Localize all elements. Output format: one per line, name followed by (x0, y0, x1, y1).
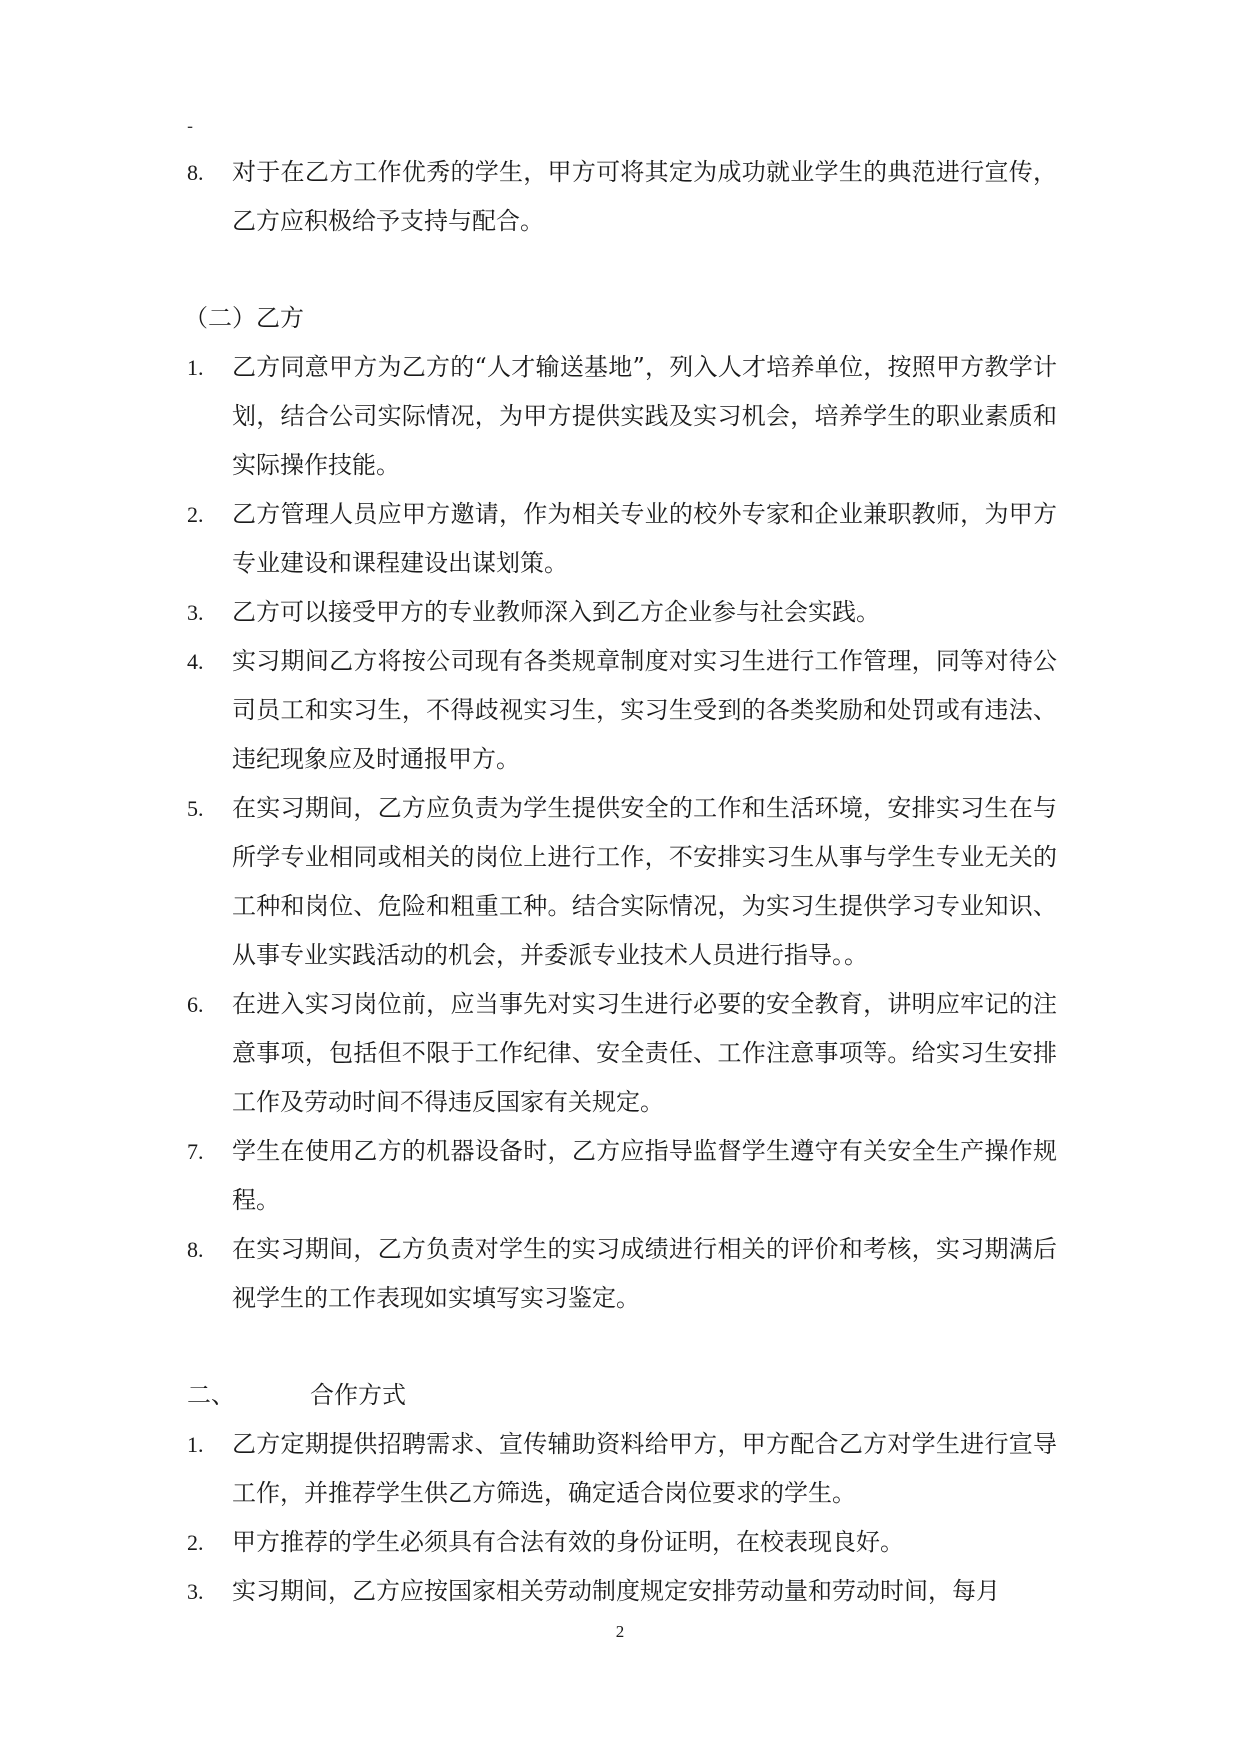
item-text: 乙方定期提供招聘需求、宣传辅助资料给甲方，甲方配合乙方对学生进行宣导工作，并推荐学生供乙方筛选，确定适合岗位要求的学生。 (232, 1430, 1057, 1507)
item-text: 在实习期间，乙方应负责为学生提供安全的工作和生活环境，安排实习生在与所学专业相同或相关的岗位上进行工作，不安排实习生从事与学生专业无关的工种和岗位、危险和粗重工种。结合实际情况，为实习生提供学习专业知识、从事专业实践活动的机会，并委派专业技术人员进行指导。。 (232, 794, 1057, 969)
list-item (187, 980, 1057, 1127)
item-number: 5. (187, 796, 204, 821)
item-number: 4. (187, 649, 204, 674)
item-number: 8. (187, 160, 204, 185)
item-number: 2. (187, 1530, 204, 1555)
item-text: 对于在乙方工作优秀的学生，甲方可将其定为成功就业学生的典范进行宣传，乙方应积极给予支持与配合。 (232, 158, 1057, 235)
list-item (187, 148, 1057, 246)
item-text: 在实习期间，乙方负责对学生的实习成绩进行相关的评价和考核，实习期满后视学生的工作表现如实填写实习鉴定。 (232, 1235, 1057, 1312)
list-item (187, 1567, 1057, 1616)
list-item (187, 343, 1057, 490)
item-text: 甲方推荐的学生必须具有合法有效的身份证明，在校表现良好。 (232, 1528, 904, 1556)
item-text: 乙方管理人员应甲方邀请，作为相关专业的校外专家和企业兼职教师，为甲方专业建设和课程建设出谋划策。 (232, 500, 1057, 577)
party-b-list (187, 343, 1057, 1323)
item-text: 乙方同意甲方为乙方的“人才输送基地”，列入人才培养单位，按照甲方教学计划，结合公司实际情况，为甲方提供实践及实习机会，培养学生的职业素质和实际操作技能。 (232, 353, 1057, 479)
item-number: 1. (187, 1432, 204, 1457)
item-number: 8. (187, 1237, 204, 1262)
item-number: 6. (187, 992, 204, 1017)
section-title: 合作方式 (310, 1381, 406, 1409)
item-text: 学生在使用乙方的机器设备时，乙方应指导监督学生遵守有关安全生产操作规程。 (232, 1137, 1057, 1214)
document-body (184, 148, 1057, 1616)
section-number: 二、 (187, 1381, 235, 1409)
item-number: 7. (187, 1139, 204, 1164)
item-text: 实习期间乙方将按公司现有各类规章制度对实习生进行工作管理，同等对待公司员工和实习生，不得歧视实习生，实习生受到的各类奖励和处罚或有违法、违纪现象应及时通报甲方。 (232, 647, 1057, 773)
header-mark: - (187, 116, 194, 137)
item-text: 在进入实习岗位前，应当事先对实习生进行必要的安全教育，讲明应牢记的注意事项，包括但不限于工作纪律、安全责任、工作注意事项等。给实习生安排工作及劳动时间不得违反国家有关规定。 (232, 990, 1057, 1116)
item-number: 3. (187, 1579, 204, 1604)
list-item (187, 1420, 1057, 1518)
item-text: 乙方可以接受甲方的专业教师深入到乙方企业参与社会实践。 (232, 598, 880, 626)
list-item (187, 588, 1057, 637)
item-number: 1. (187, 355, 204, 380)
list-item (187, 1127, 1057, 1225)
item-text: 实习期间，乙方应按国家相关劳动制度规定安排劳动量和劳动时间，每月 (232, 1577, 1000, 1605)
list-item (187, 784, 1057, 980)
section-heading-cooperation (187, 1371, 1057, 1420)
party-a-list (187, 148, 1057, 246)
list-item (187, 490, 1057, 588)
list-item (187, 1225, 1057, 1323)
list-item (187, 637, 1057, 784)
item-number: 3. (187, 600, 204, 625)
item-number: 2. (187, 502, 204, 527)
section-heading-party-b: （二）乙方 (184, 304, 304, 332)
list-item (187, 1518, 1057, 1567)
page-number: 2 (615, 1622, 625, 1641)
cooperation-list (187, 1420, 1057, 1616)
